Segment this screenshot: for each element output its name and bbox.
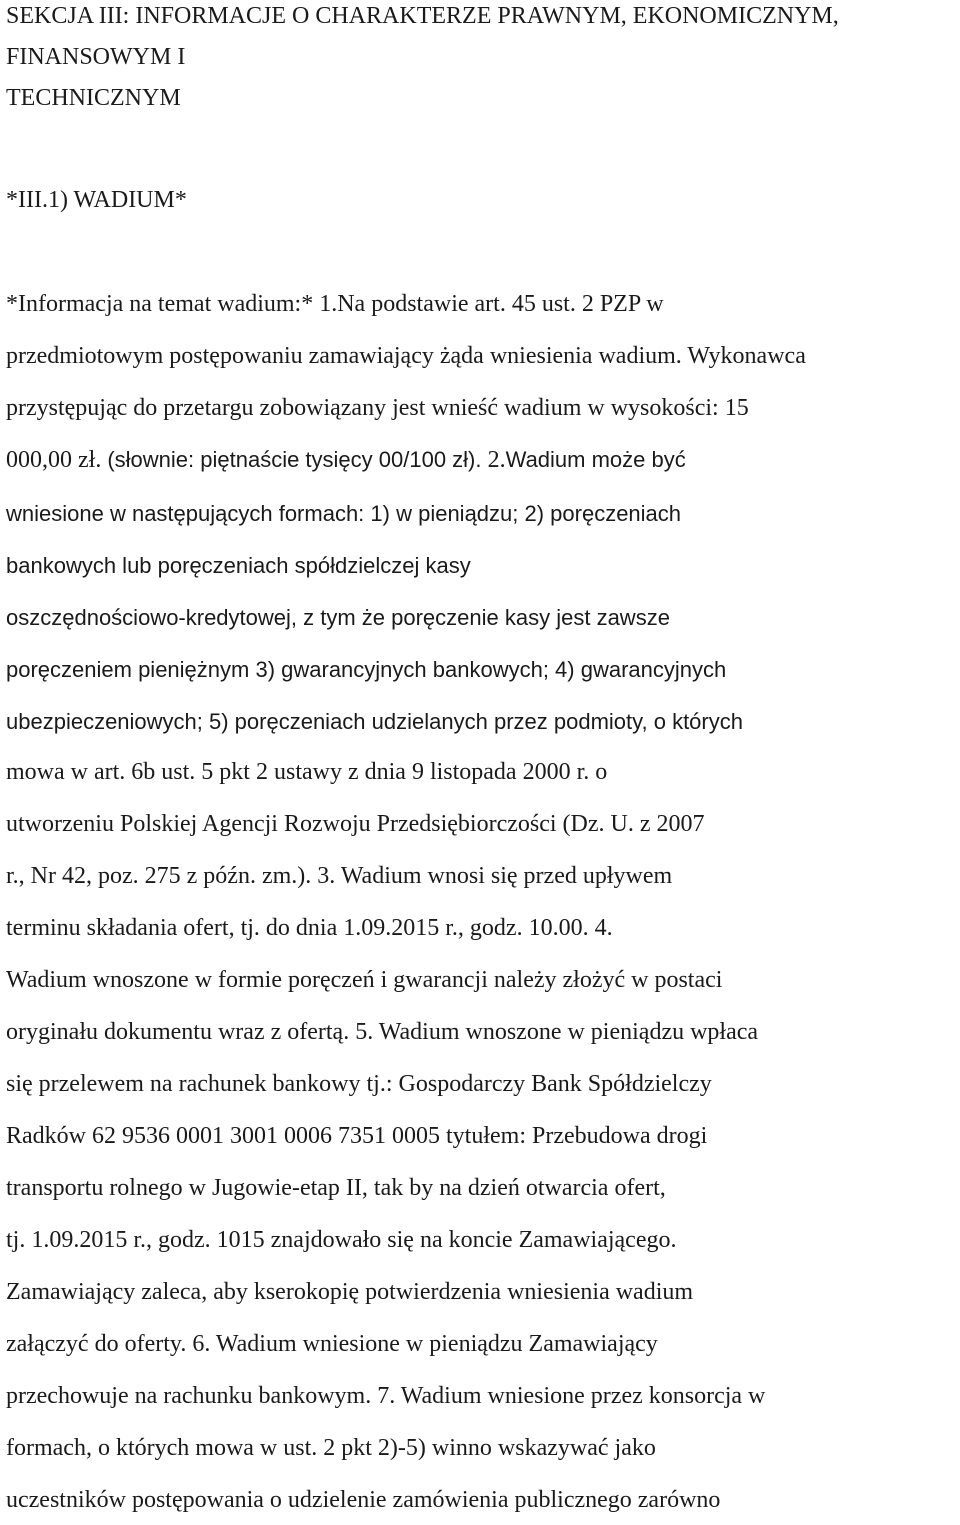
paragraph-text: przedmiotowym postępowaniu zamawiający żąda wniesienia wadium. Wykonawca	[6, 343, 806, 369]
paragraph-text-sans: Wadium może być	[505, 447, 686, 472]
paragraph-line	[6, 656, 726, 684]
paragraph-line	[6, 1070, 712, 1098]
section-heading-line-3: TECHNICZNYM	[6, 85, 181, 111]
paragraph-text: formach, o których mowa w ust. 2 pkt 2)-5) winno wskazywać jako	[6, 1435, 656, 1461]
paragraph-line	[6, 394, 749, 422]
section-heading-line-1: SEKCJA III: INFORMACJE O CHARAKTERZE PRAWNYM, EKONOMICZNYM,	[6, 3, 839, 29]
paragraph-line	[6, 1434, 656, 1462]
paragraph-line	[6, 1278, 693, 1306]
paragraph-line	[6, 342, 806, 370]
paragraph-text-sans: wniesione w następujących formach: 1) w pieniądzu; 2) poręczeniach	[6, 501, 682, 526]
paragraph-text: transportu rolnego w Jugowie-etap II, tak by na dzień otwarcia ofert,	[6, 1175, 666, 1201]
section-heading-line-2: FINANSOWYM I	[6, 44, 186, 70]
paragraph-text: tj. 1.09.2015 r., godz. 1015 znajdowało się na koncie Zamawiającego.	[6, 1227, 677, 1253]
paragraph-line	[6, 1174, 666, 1202]
paragraph-text: uczestników postępowania o udzielenie zamówienia publicznego zarówno	[6, 1487, 721, 1513]
paragraph-text: oryginału dokumentu wraz z ofertą. 5. Wadium wnoszone w pieniądzu wpłaca	[6, 1019, 759, 1045]
paragraph-line	[6, 1486, 720, 1514]
paragraph-text: załączyć do oferty. 6. Wadium wniesione w pieniądzu Zamawiający	[6, 1331, 658, 1357]
paragraph-text: terminu składania ofert, tj. do dnia 1.09.2015 r., godz. 10.00. 4.	[6, 915, 613, 941]
paragraph-line	[6, 290, 664, 318]
paragraph-text: mowa w art. 6b ust. 5 pkt 2 ustawy z dnia 9 listopada 2000 r. o	[6, 759, 608, 785]
paragraph-text-sans: poręczeniem pieniężnym 3) gwarancyjnych bankowych; 4) gwarancyjnych	[6, 657, 727, 682]
paragraph-text: Wadium wnoszone w formie poręczeń i gwarancji należy złożyć w postaci	[6, 967, 723, 993]
paragraph-text: się przelewem na rachunek bankowy tj.: Gospodarczy Bank Spółdzielczy	[6, 1071, 712, 1097]
paragraph-text: *Informacja na temat wadium:* 1.Na podstawie art. 45 ust. 2 PZP w	[6, 291, 664, 317]
paragraph-line	[6, 758, 607, 786]
paragraph-line	[6, 500, 681, 528]
paragraph-text-sans: (słownie: piętnaście tysięcy 00/100 zł).	[107, 447, 488, 472]
paragraph-text-sans: bankowych lub poręczeniach spółdzielczej kasy	[6, 553, 471, 578]
paragraph-text: przystępując do przetargu zobowiązany jest wnieść wadium w wysokości: 15	[6, 395, 749, 421]
paragraph-line	[6, 708, 743, 736]
paragraph-line	[6, 1330, 658, 1358]
paragraph-text: utworzeniu Polskiej Agencji Rozwoju Przedsiębiorczości (Dz. U. z 2007	[6, 811, 705, 837]
paragraph-line	[6, 604, 670, 632]
paragraph-text: r., Nr 42, poz. 275 z późn. zm.). 3. Wadium wnosi się przed upływem	[6, 863, 673, 889]
paragraph-line	[6, 1122, 707, 1150]
paragraph-line	[6, 1018, 758, 1046]
paragraph-line	[6, 862, 672, 890]
paragraph-line	[6, 446, 686, 474]
subsection-heading: *III.1) WADIUM*	[6, 187, 187, 213]
paragraph-text: Zamawiający zaleca, aby kserokopię potwierdzenia wniesienia wadium	[6, 1279, 694, 1305]
paragraph-text: 2.	[487, 447, 506, 473]
paragraph-text: Radków 62 9536 0001 3001 0006 7351 0005 tytułem: Przebudowa drogi	[6, 1123, 708, 1149]
paragraph-line	[6, 914, 613, 942]
paragraph-text-sans: ubezpieczeniowych; 5) poręczeniach udzielanych przez podmioty, o których	[6, 709, 743, 734]
paragraph-line	[6, 966, 722, 994]
paragraph-text: 000,00 zł.	[6, 447, 108, 473]
paragraph-line	[6, 1226, 676, 1254]
paragraph-line	[6, 552, 471, 580]
paragraph-text-sans: oszczędnościowo-kredytowej, z tym że poręczenie kasy jest zawsze	[6, 605, 670, 630]
paragraph-text: przechowuje na rachunku bankowym. 7. Wadium wniesione przez konsorcja w	[6, 1383, 766, 1409]
paragraph-line	[6, 810, 705, 838]
paragraph-line	[6, 1382, 765, 1410]
